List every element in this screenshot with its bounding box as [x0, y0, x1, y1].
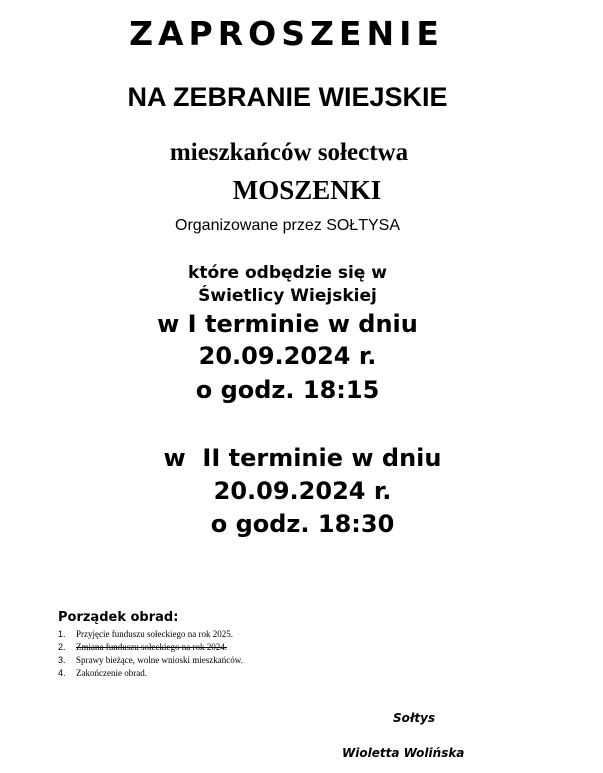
- agenda-item-number: 3.: [58, 655, 66, 665]
- venue-line-1: które odbędzie się w: [188, 263, 387, 283]
- first-term-heading: w I terminie w dniu: [157, 310, 418, 338]
- residents-line: mieszkańców sołectwa: [169, 139, 409, 166]
- agenda-item-number: 1.: [58, 629, 66, 639]
- agenda-item: [58, 628, 243, 641]
- village-name: MOSZENKI: [232, 175, 382, 205]
- second-term-date: 20.09.2024 r.: [213, 477, 392, 505]
- agenda-item-text: Zmiana funduszu sołeckiego na rok 2024.: [76, 642, 227, 652]
- second-term-time: o godz. 18:30: [210, 510, 395, 538]
- agenda-item: [58, 654, 243, 667]
- venue-line-2: Świetlicy Wiejskiej: [198, 286, 377, 306]
- agenda-item: [58, 667, 243, 680]
- agenda-item-text: Sprawy bieżące, wolne wnioski mieszkańców.: [76, 655, 243, 665]
- agenda-item-text: Przyjęcie funduszu sołeckiego na rok 2025.: [76, 629, 233, 639]
- agenda-item-number: 4.: [58, 668, 66, 678]
- signature-name: Wioletta Wolińska: [342, 746, 465, 760]
- meeting-type-heading: NA ZEBRANIE WIEJSKIE: [127, 82, 448, 112]
- document-title: ZAPROSZENIE: [129, 14, 444, 53]
- agenda-title: Porządek obrad:: [58, 610, 179, 625]
- organizer-line: Organizowane przez SOŁTYSA: [175, 217, 400, 234]
- signature-role: Sołtys: [393, 711, 436, 725]
- agenda-item-struck: [58, 641, 243, 654]
- second-term-heading: w II terminie w dniu: [163, 444, 442, 472]
- first-term-time: o godz. 18:15: [195, 376, 380, 404]
- agenda-list: [58, 628, 243, 680]
- agenda-item-text: Zakończenie obrad.: [76, 668, 147, 678]
- agenda-item-number: 2.: [58, 642, 66, 652]
- first-term-date: 20.09.2024 r.: [198, 342, 377, 370]
